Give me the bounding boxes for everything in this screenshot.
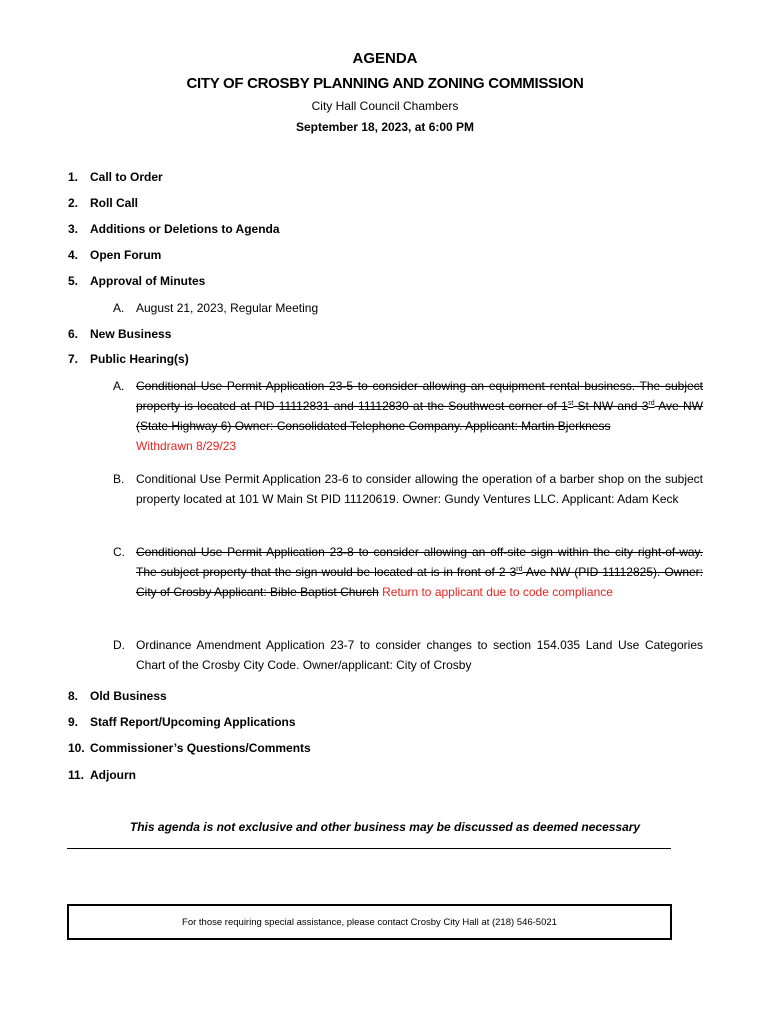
agenda-title: AGENDA	[352, 50, 418, 67]
item-label: Approval of Minutes	[90, 274, 206, 288]
agenda-item-commissioner-questions	[68, 741, 311, 755]
item-number: 10.	[68, 741, 85, 755]
agenda-item-staff-report	[68, 715, 296, 729]
hearing-c-status-note: Return to applicant due to code compliance	[382, 585, 613, 599]
meeting-location: City Hall Council Chambers	[311, 99, 459, 113]
item-number: 6.	[68, 327, 79, 341]
commission-name: CITY OF CROSBY PLANNING AND ZONING COMMISSION	[186, 75, 584, 92]
assistance-text: For those requiring special assistance, please contact Crosby City Hall at (218) 546-5021	[182, 917, 557, 928]
meeting-date: September 18, 2023, at 6:00 PM	[295, 120, 475, 134]
subitem-letter: B.	[113, 472, 125, 486]
item-label: Old Business	[90, 689, 167, 703]
item-label: Open Forum	[90, 248, 162, 262]
agenda-item-call-to-order	[68, 170, 163, 184]
item-number: 1.	[68, 170, 79, 184]
subitem-text: August 21, 2023, Regular Meeting	[136, 301, 319, 315]
subitem-letter: D.	[113, 638, 125, 652]
item-number: 4.	[68, 248, 79, 262]
hearing-a	[113, 376, 703, 456]
item-number: 11.	[68, 768, 85, 782]
hearing-d	[113, 635, 703, 675]
item-number: 5.	[68, 274, 79, 288]
item-number: 9.	[68, 715, 79, 729]
hearing-b	[113, 469, 703, 509]
subitem-letter: C.	[113, 545, 125, 559]
agenda-item-adjourn	[68, 768, 136, 782]
hearing-c-struck-text: Conditional Use Permit Application 23-8 to consider allowing an off-site sign within the city right-of-way. The subject property that the sign would be located at is in front of 2 3rd Ave NW (PID 11112825). Owner: City of Crosby Applicant: Bible Baptist Church	[136, 545, 704, 599]
agenda-item-additions	[68, 222, 280, 236]
hearing-a-status-note: Withdrawn 8/29/23	[136, 439, 237, 453]
agenda-item-new-business	[68, 327, 171, 341]
item-number: 7.	[68, 352, 79, 366]
agenda-item-public-hearings	[68, 352, 189, 366]
hearing-c	[113, 542, 703, 602]
item-label: Public Hearing(s)	[90, 352, 189, 366]
item-label: Additions or Deletions to Agenda	[90, 222, 280, 236]
subitem-letter: A.	[113, 379, 125, 393]
minutes-subitem	[113, 298, 703, 318]
item-number: 8.	[68, 689, 79, 703]
item-label: Roll Call	[90, 196, 139, 210]
item-label: New Business	[90, 327, 172, 341]
item-number: 2.	[68, 196, 79, 210]
hearing-a-struck-text: Conditional Use Permit Application 23-5 to consider allowing an equipment rental business. The subject property is located at PID 11112831 and 11112830 at the Southwest corner of 1st St NW and 3rd Ave NW (State Highway 6) Owner: Consolidated Telephone Company. Applicant: Martin Bjerkness	[136, 379, 703, 433]
agenda-item-open-forum	[68, 248, 161, 262]
hearing-d-text: Ordinance Amendment Application 23-7 to consider changes to section 154.035 Land Use Categories Chart of the Crosby City Code. Owner/applicant: City of Crosby	[136, 638, 703, 672]
assistance-box	[67, 904, 672, 940]
item-number: 3.	[68, 222, 79, 236]
subitem-letter: A.	[113, 301, 125, 315]
item-label: Staff Report/Upcoming Applications	[90, 715, 296, 729]
closing-statement: This agenda is not exclusive and other business may be discussed as deemed necessary	[129, 820, 641, 834]
hearing-a-text	[136, 376, 703, 456]
hearing-c-text	[136, 542, 703, 602]
item-label: Commissioner’s Questions/Comments	[90, 741, 311, 755]
agenda-item-roll-call	[68, 196, 138, 210]
agenda-item-old-business	[68, 689, 167, 703]
divider	[67, 848, 671, 849]
hearing-b-text: Conditional Use Permit Application 23-6 to consider allowing the operation of a barber shop on the subject property located at 101 W Main St PID 11120619. Owner: Gundy Ventures LLC. Applicant: Adam Keck	[136, 472, 703, 506]
item-label: Adjourn	[90, 768, 136, 782]
agenda-item-approval-minutes	[68, 274, 205, 288]
item-label: Call to Order	[90, 170, 163, 184]
